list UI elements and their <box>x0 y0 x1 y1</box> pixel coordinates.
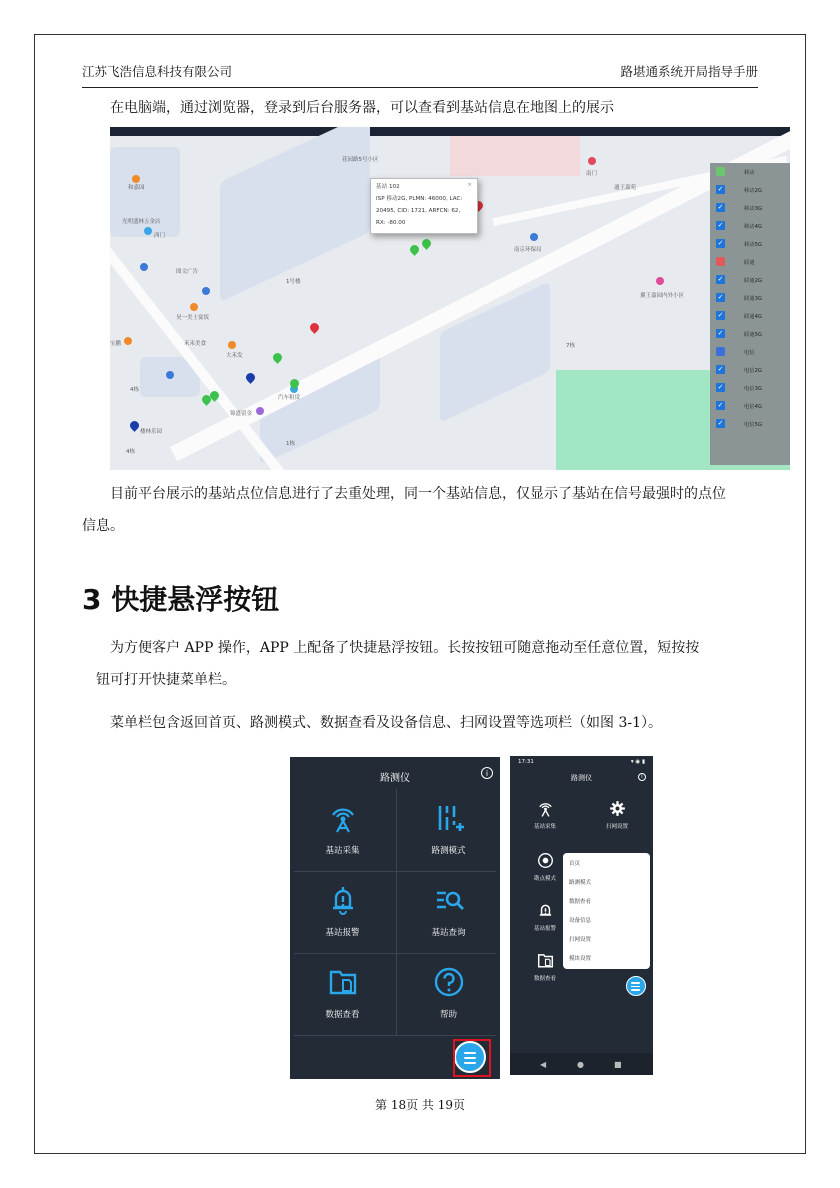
poi-food-icon <box>190 303 198 311</box>
bell-alert-icon <box>537 902 554 919</box>
legend-label: 移动5G <box>744 242 763 248</box>
popup-close-icon[interactable]: × <box>467 182 472 188</box>
legend-row[interactable] <box>710 254 790 272</box>
legend-row[interactable] <box>710 164 790 182</box>
gear-icon <box>609 800 626 817</box>
map-label: 锦盛留金 <box>230 411 253 417</box>
checkbox-checked-icon[interactable]: ✓ <box>717 365 724 373</box>
app-title: 路测仪 <box>571 774 592 782</box>
android-nav-bar <box>510 1053 653 1075</box>
recents-icon[interactable]: ■ <box>614 1060 622 1069</box>
bell-alert-icon <box>328 885 358 915</box>
map-label: 光明盛林五金店 <box>122 219 161 225</box>
grid-cell-scan-settings[interactable] <box>582 792 652 842</box>
checkbox-checked-icon[interactable]: ✓ <box>717 329 724 337</box>
legend-row[interactable] <box>710 380 790 398</box>
legend-row[interactable] <box>710 218 790 236</box>
grid-divider <box>294 1035 496 1036</box>
popup-title: 基站 102 <box>376 184 400 190</box>
grid-cell-label: 勘点模式 <box>533 876 556 882</box>
menu-item-drive-test[interactable]: 路测模式 <box>569 880 592 886</box>
menu-lines-icon <box>631 989 640 991</box>
map-label: 通王嘉苑 <box>614 185 637 191</box>
poi-gate-icon <box>144 227 152 235</box>
map-label: 宝鹏 <box>110 341 122 347</box>
legend-row[interactable] <box>710 182 790 200</box>
menu-item-scan-settings[interactable]: 扫网设置 <box>569 937 592 943</box>
status-time: 17:31 <box>518 759 534 765</box>
header-rule <box>82 87 758 88</box>
floating-menu-button[interactable] <box>626 976 646 996</box>
map-label: 和嘉园 <box>128 185 145 191</box>
legend-row[interactable] <box>710 290 790 308</box>
network-legend-panel <box>710 163 790 465</box>
map-label: 1号楼 <box>286 279 301 285</box>
checkbox-checked-icon[interactable]: ✓ <box>717 185 724 193</box>
fab-paragraph-line1: 为方便客户 APP 操作，APP 上配备了快捷悬浮按钮。长按按钮可随意拖动至任意位置，短按按 <box>110 640 700 656</box>
help-question-icon <box>434 967 464 997</box>
grid-cell-label: 基站采集 <box>325 846 360 856</box>
signal-tower-icon <box>537 800 554 817</box>
map-label: 1栋 <box>286 441 295 447</box>
menu-item-module-settings[interactable]: 模块设置 <box>569 956 592 962</box>
menu-item-home[interactable]: 首页 <box>569 861 581 867</box>
phone-screenshot-menu-open <box>510 756 653 1075</box>
menu-item-device-info[interactable]: 设备信息 <box>569 918 592 924</box>
sliders-plus-icon <box>434 803 464 833</box>
checkbox-checked-icon[interactable]: ✓ <box>717 419 724 427</box>
target-icon <box>537 852 554 869</box>
map-screenshot <box>110 127 790 470</box>
legend-label: 电信2G <box>744 368 763 374</box>
legend-row[interactable] <box>710 362 790 380</box>
legend-label: 联通4G <box>744 314 763 320</box>
poi-shop-icon <box>140 263 148 271</box>
grid-cell-label: 基站报警 <box>325 928 360 938</box>
map-label: 图文广告 <box>176 269 199 275</box>
legend-label: 移动4G <box>744 224 763 230</box>
map-label: 大禾发 <box>226 353 243 359</box>
grid-cell-label: 帮助 <box>439 1010 457 1020</box>
legend-label: 联通5G <box>744 332 763 338</box>
home-icon[interactable]: ● <box>577 1060 584 1069</box>
map-label: 汽车租赁 <box>278 395 301 401</box>
checkbox-checked-icon[interactable]: ✓ <box>717 401 724 409</box>
checkbox-checked-icon[interactable]: ✓ <box>717 275 724 283</box>
base-station-popup <box>370 178 478 234</box>
poi-food-icon <box>228 341 236 349</box>
grid-cell-label: 数据查看 <box>533 976 556 982</box>
base-station-pin-green[interactable] <box>420 237 433 250</box>
poi-food-icon <box>124 337 132 345</box>
legend-row[interactable] <box>710 272 790 290</box>
poi-food-icon <box>132 175 140 183</box>
legend-label: 电信5G <box>744 422 763 428</box>
header-manual-title: 路堪通系统开局指导手册 <box>620 64 758 79</box>
popup-line: ISP 移动2G, PLMN: 46000, LAC: <box>376 196 463 202</box>
legend-label: 电信3G <box>744 386 763 392</box>
checkbox-checked-icon[interactable]: ✓ <box>717 383 724 391</box>
popup-line: RX: -80.00 <box>376 220 406 226</box>
base-station-pin-blue[interactable] <box>244 371 257 384</box>
map-label: 4栋 <box>126 449 135 455</box>
map-label: 南京环保局 <box>514 247 542 253</box>
map-label: 南门 <box>586 171 598 177</box>
grid-cell-drive-test[interactable] <box>396 789 500 871</box>
checkbox-checked-icon[interactable]: ✓ <box>717 311 724 319</box>
legend-label: 联通3G <box>744 296 763 302</box>
poi-office-icon <box>530 233 538 241</box>
poi-parking-icon <box>166 371 174 379</box>
poi-gate-icon <box>588 157 596 165</box>
legend-label: 移动 <box>744 170 755 176</box>
grid-cell-station-collect[interactable] <box>290 789 395 871</box>
carrier-logo-icon <box>716 257 725 266</box>
dedup-paragraph-line1: 目前平台展示的基站点位信息进行了去重处理，同一个基站信息，仅显示了基站在信号最强时的点位 <box>110 486 726 502</box>
checkbox-checked-icon[interactable]: ✓ <box>717 203 724 211</box>
carrier-logo-icon <box>716 167 725 176</box>
header-company: 江苏飞浩信息科技有限公司 <box>82 64 233 79</box>
phone-screenshot-main <box>290 757 500 1079</box>
info-icon[interactable]: i <box>481 767 493 779</box>
grid-cell-label: 基站采集 <box>533 824 556 830</box>
section-heading: 3 快捷悬浮按钮 <box>82 583 280 616</box>
legend-row[interactable] <box>710 416 790 434</box>
grid-cell-label: 扫网设置 <box>605 824 628 830</box>
app-title: 路测仪 <box>380 773 410 784</box>
status-icons: ▾ ◉ ▮ <box>630 759 645 765</box>
base-station-pin-blue[interactable] <box>128 419 141 432</box>
menu-lines-icon <box>631 982 640 984</box>
map-label: 4栋 <box>130 387 139 393</box>
map-label: 7栋 <box>566 343 575 349</box>
legend-label: 移动3G <box>744 206 763 212</box>
grid-cell-label: 基站报警 <box>533 926 556 932</box>
legend-row[interactable] <box>710 236 790 254</box>
quick-menu-popup <box>563 853 650 969</box>
map-zone-pink <box>450 136 580 176</box>
checkbox-checked-icon[interactable]: ✓ <box>717 293 724 301</box>
map-label: 昊一美士宴饭 <box>176 315 210 321</box>
back-icon[interactable]: ◀ <box>540 1060 547 1069</box>
info-icon[interactable]: i <box>638 773 646 781</box>
folder-file-icon <box>328 967 358 997</box>
legend-row[interactable] <box>710 326 790 344</box>
base-station-pin-green[interactable] <box>408 243 421 256</box>
intro-paragraph: 在电脑端，通过浏览器，登录到后台服务器，可以查看到基站信息在地图上的展示 <box>110 100 614 116</box>
fab-paragraph-line2: 钮可打开快捷菜单栏。 <box>96 672 236 688</box>
legend-label: 电信 <box>744 350 755 356</box>
list-search-icon <box>434 885 464 915</box>
menu-item-data-view[interactable]: 数据查看 <box>569 899 592 905</box>
menu-lines-icon <box>631 986 640 988</box>
legend-label: 联通 <box>744 260 755 266</box>
map-label: 翼王嘉园内外小区 <box>640 293 685 299</box>
folder-file-icon <box>537 952 554 969</box>
poi-parking-icon <box>202 287 210 295</box>
map-label: 西门 <box>154 233 166 239</box>
grid-cell-help[interactable] <box>396 953 500 1035</box>
legend-row[interactable] <box>710 308 790 326</box>
poi-shop-icon <box>256 407 264 415</box>
map-topbar <box>110 127 790 136</box>
grid-cell-label: 数据查看 <box>325 1010 360 1020</box>
carrier-logo-icon <box>716 347 725 356</box>
function-grid <box>290 789 500 1035</box>
map-label: 禾禾美食 <box>184 341 207 347</box>
dedup-paragraph-line2: 信息。 <box>82 518 124 534</box>
highlight-box <box>453 1039 491 1077</box>
grid-cell-label: 路测模式 <box>431 846 466 856</box>
checkbox-checked-icon[interactable]: ✓ <box>717 239 724 247</box>
legend-label: 电信4G <box>744 404 763 410</box>
base-station-pin-green[interactable] <box>271 351 284 364</box>
signal-tower-icon <box>328 803 358 833</box>
map-label: 楼林乐园 <box>140 429 163 435</box>
popup-line: 20495, CID: 1721, ARFCN: 62, <box>376 208 461 214</box>
grid-cell-data-view[interactable] <box>290 953 395 1035</box>
legend-label: 联通2G <box>744 278 763 284</box>
map-label: 花园路5号小区 <box>342 157 379 163</box>
legend-row[interactable] <box>710 200 790 218</box>
grid-cell-station-alarm[interactable] <box>290 871 395 953</box>
grid-cell-label: 基站查询 <box>431 928 466 938</box>
checkbox-checked-icon[interactable]: ✓ <box>717 221 724 229</box>
legend-label: 移动2G <box>744 188 763 194</box>
legend-row[interactable] <box>710 344 790 362</box>
legend-row[interactable] <box>710 398 790 416</box>
grid-cell-station-query[interactable] <box>396 871 500 953</box>
map-block <box>220 127 370 302</box>
menu-paragraph: 菜单栏包含返回首页、路测模式、数据查看及设备信息、扫网设置等选项栏（如图 3-1）。 <box>110 715 662 731</box>
page-footer: 第 18页 共 19页 <box>375 1098 465 1112</box>
grid-cell-station-collect[interactable] <box>510 792 580 842</box>
poi-home-icon <box>656 277 664 285</box>
base-station-pin-red[interactable] <box>308 321 321 334</box>
